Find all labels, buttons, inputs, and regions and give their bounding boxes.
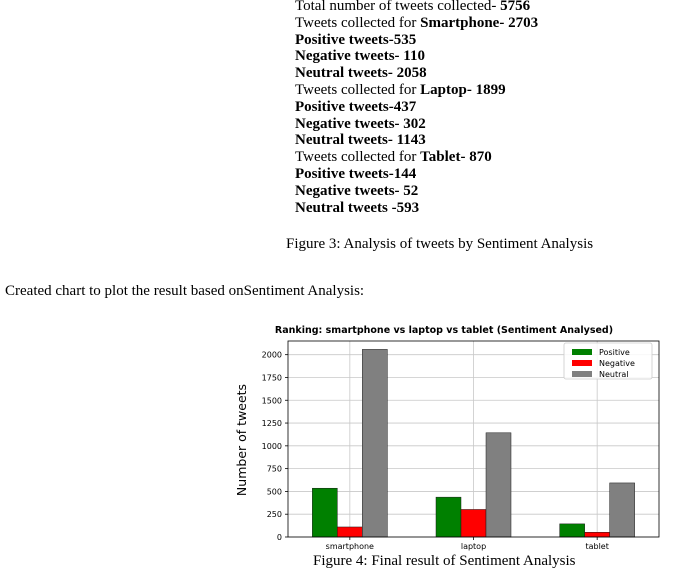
stat-line: Neutral tweets- 2058 [295,65,427,82]
y-tick-label: 750 [266,464,282,474]
y-tick-label: 1250 [261,419,282,429]
chart-legend [564,343,652,379]
stat-category: Tablet [420,149,461,166]
stat-line [295,149,538,166]
stat-line: Positive tweets-144 [295,165,417,182]
stat-line: Negative tweets- 110 [295,48,425,65]
bar-positive-smartphone [312,488,337,537]
x-axis-ticks [326,537,609,551]
bar-positive-tablet [560,524,585,537]
bar-neutral-laptop [486,433,511,537]
stat-line: Neutral tweets -593 [295,199,420,216]
y-tick-label: 0 [276,533,282,542]
stat-value: - 870 [460,149,492,166]
bar-neutral-smartphone [362,349,387,537]
y-tick-label: 1000 [261,441,282,451]
bar-negative-tablet [585,532,610,537]
stat-label: Tweets collected for [295,81,421,98]
stat-line: Positive tweets-437 [295,98,417,115]
sentiment-bar-chart [226,320,666,555]
y-tick-label: 500 [266,487,282,497]
stat-value: - 1899 [466,81,506,98]
y-tick-label: 1750 [261,373,282,383]
legend-label-positive: Positive [599,348,630,357]
stat-label: Tweets collected for [295,149,421,166]
bar-neutral-tablet [610,483,635,537]
intro-paragraph: Created chart to plot the result based onSentiment Analysis: [5,283,365,299]
stat-line [295,82,538,99]
figure-4-caption: Figure 4: Final result of Sentiment Analysis [313,553,576,569]
y-tick-label: 250 [266,510,282,520]
stat-line [295,15,538,32]
legend-label-negative: Negative [599,359,635,368]
legend-swatch-negative [572,360,592,366]
stat-value: 5756 [500,0,531,14]
stat-category: Laptop [420,81,467,98]
bar-negative-laptop [461,509,486,537]
stat-category: Smartphone [420,14,500,31]
legend-swatch-neutral [572,371,592,377]
legend-swatch-positive [572,349,592,355]
stat-line: Positive tweets-535 [295,31,417,48]
stat-label: Tweets collected for [295,14,421,31]
stat-label: Total number of tweets collected- [295,0,501,14]
stat-line: Negative tweets- 302 [295,115,426,132]
stat-value: - 2703 [499,14,539,31]
y-axis-ticks [262,351,288,542]
tweet-stats-list [295,0,538,216]
y-tick-label: 2000 [261,350,282,360]
stat-line: Neutral tweets- 1143 [295,132,426,149]
legend-label-neutral: Neutral [599,370,629,379]
y-axis-label: Number of tweets [234,383,249,497]
y-tick-label: 1500 [261,396,282,406]
x-tick-label: tablet [585,542,609,551]
bar-positive-laptop [436,497,461,537]
bar-negative-smartphone [337,527,362,537]
chart-title: Ranking: smartphone vs laptop vs tablet (Sentiment Analysed) [274,325,614,336]
chart-svg [226,320,666,555]
stat-line [295,0,538,15]
figure-3-caption: Figure 3: Analysis of tweets by Sentiment Analysis [286,236,594,252]
x-tick-label: laptop [460,542,487,551]
stat-line: Negative tweets- 52 [295,182,419,199]
x-tick-label: smartphone [325,542,374,551]
